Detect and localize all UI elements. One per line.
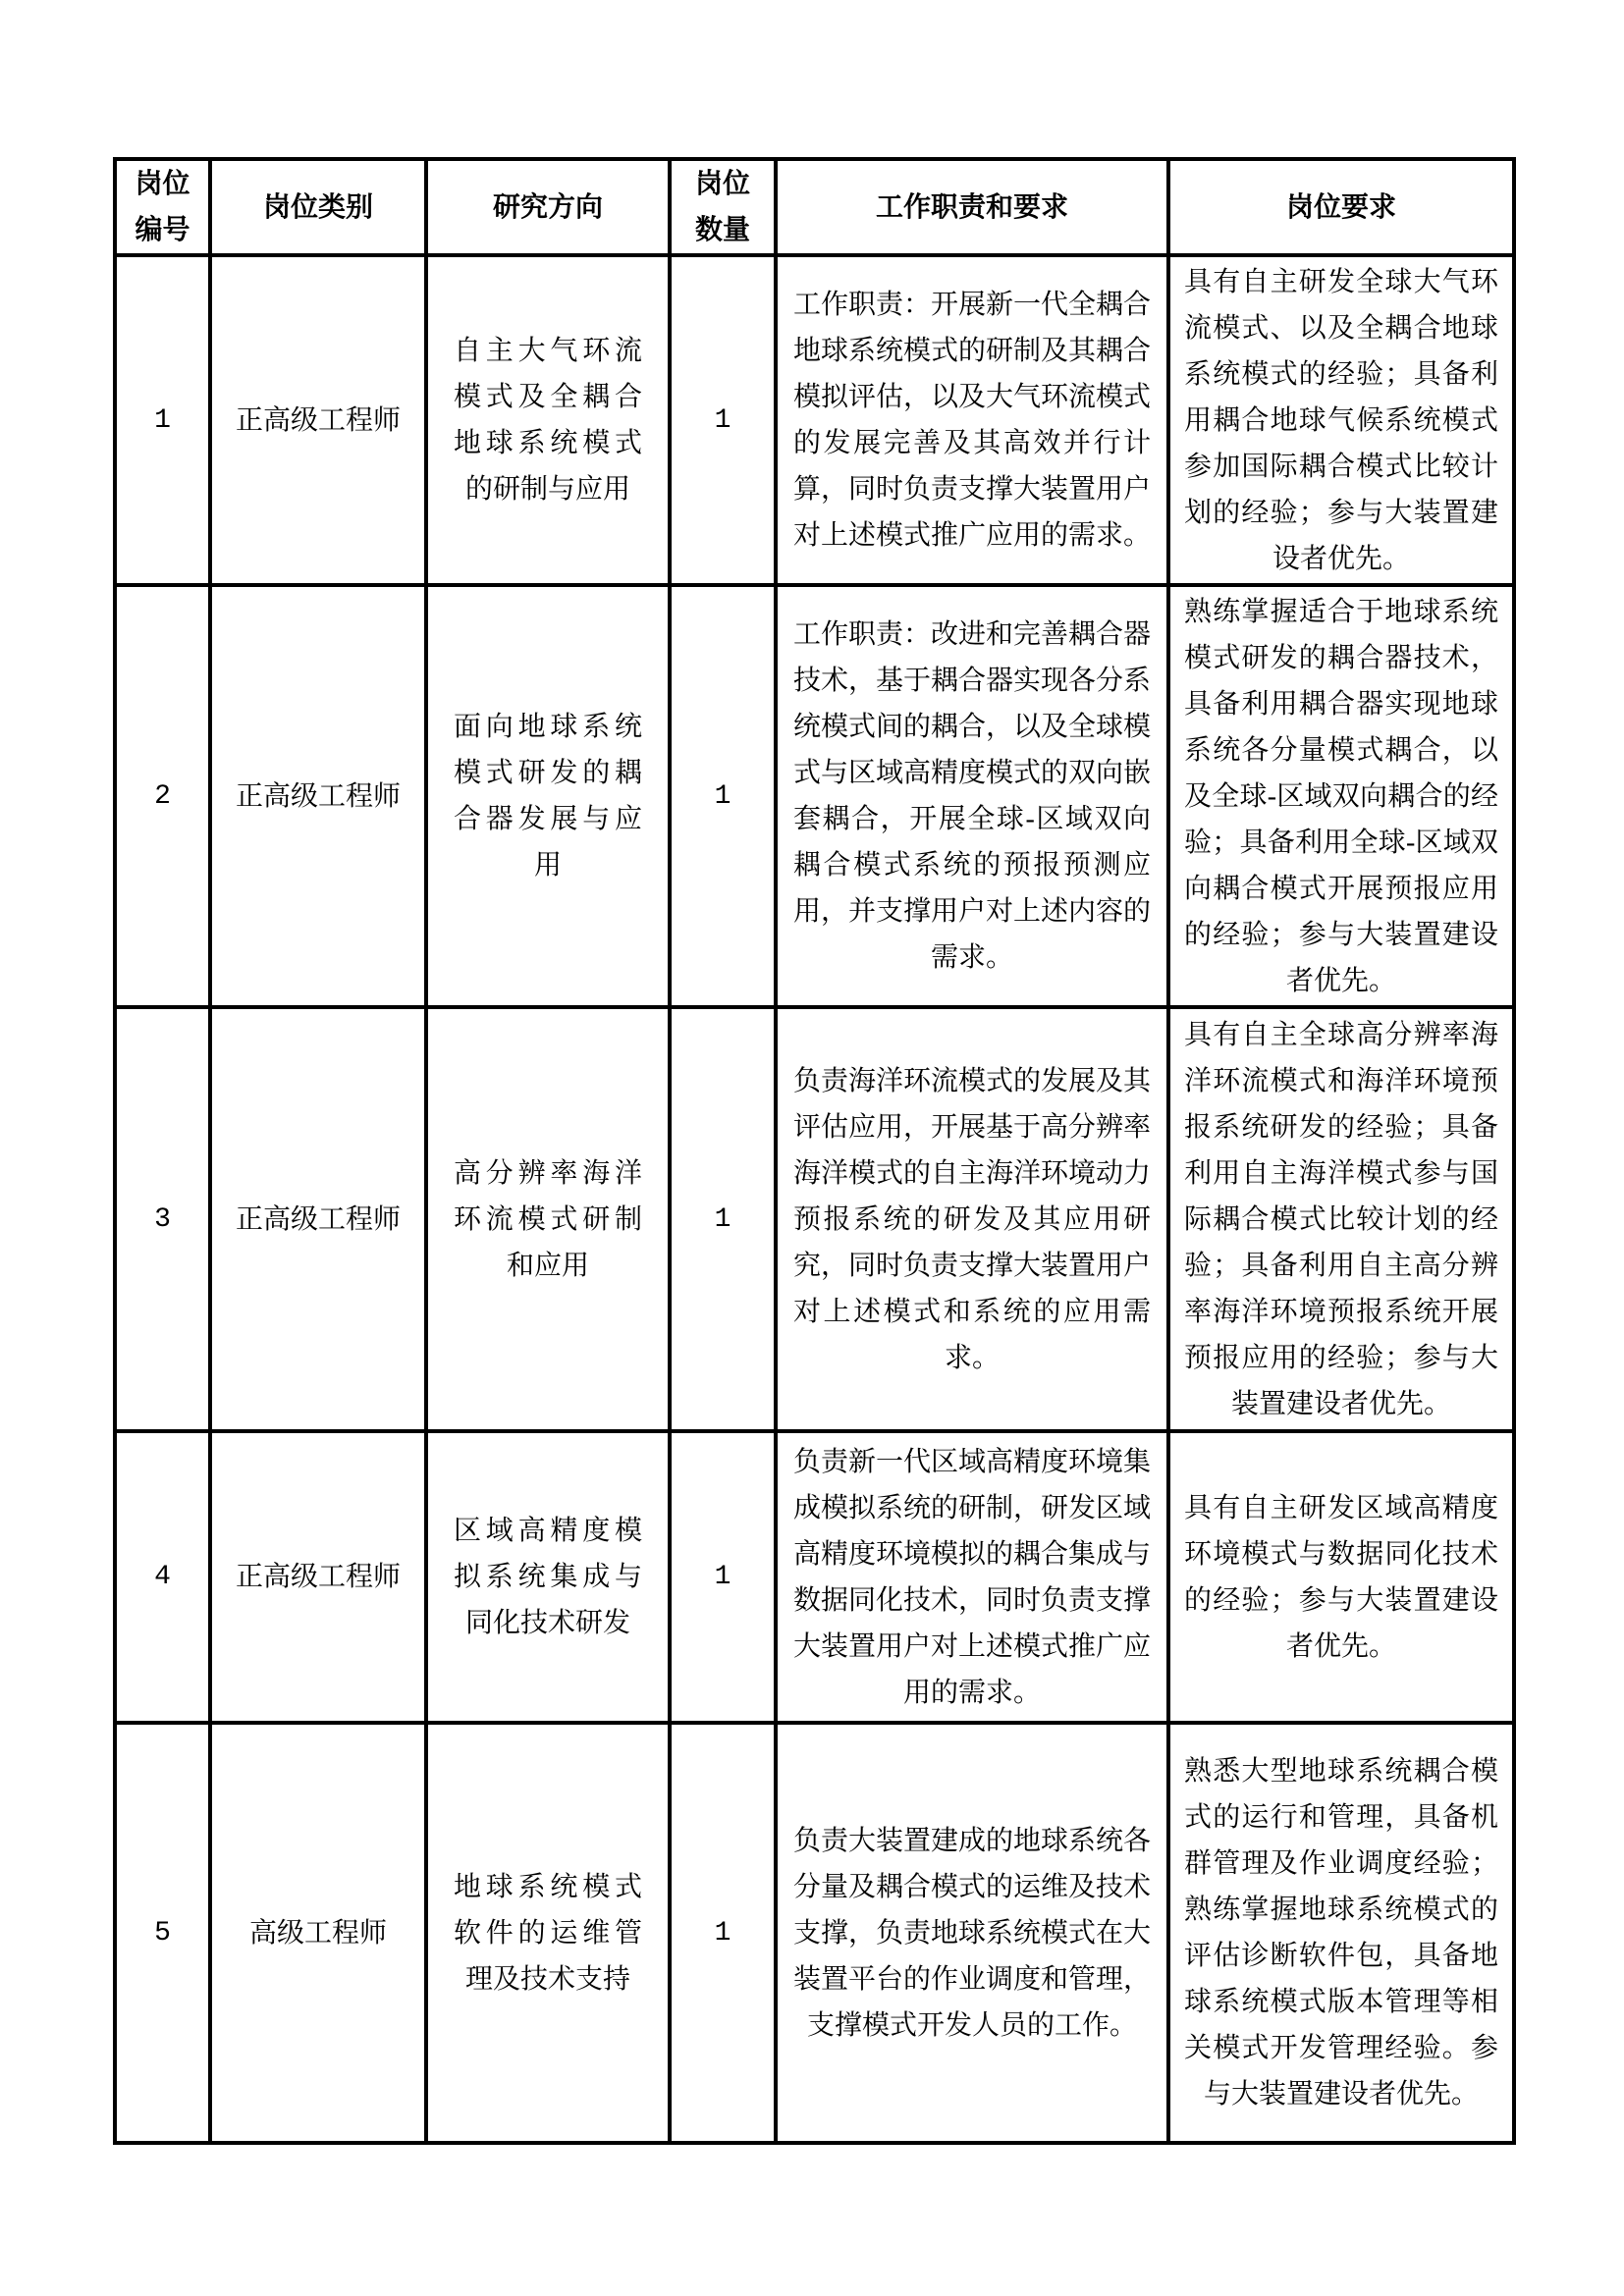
cell-category: 正高级工程师: [210, 1431, 426, 1723]
cell-direction: 地球系统模式软件的运维管理及技术支持: [426, 1723, 670, 2143]
cell-duties: 负责新一代区域高精度环境集成模拟系统的研制，研发区域高精度环境模拟的耦合集成与数据同化技术，同时负责支撑大装置用户对上述模式推广应用的需求。: [776, 1431, 1168, 1723]
cell-category: 正高级工程师: [210, 1007, 426, 1431]
cell-duties: 负责海洋环流模式的发展及其评估应用，开展基于高分辨率海洋模式的自主海洋环境动力预报系统的研发及其应用研究，同时负责支撑大装置用户对上述模式和系统的应用需求。: [776, 1007, 1168, 1431]
cell-duties: 工作职责：改进和完善耦合器技术，基于耦合器实现各分系统模式间的耦合，以及全球模式与区域高精度模式的双向嵌套耦合，开展全球-区域双向耦合模式系统的预报预测应用，并支撑用户对上述内容的需求。: [776, 585, 1168, 1007]
header-requirements: 岗位要求: [1168, 159, 1514, 255]
cell-id: 3: [115, 1007, 210, 1431]
cell-count: 1: [670, 1431, 776, 1723]
cell-direction: 自主大气环流模式及全耦合地球系统模式的研制与应用: [426, 255, 670, 585]
header-duties: 工作职责和要求: [776, 159, 1168, 255]
positions-table: [113, 157, 1516, 2145]
cell-count: 1: [670, 1007, 776, 1431]
cell-id: 4: [115, 1431, 210, 1723]
header-category: 岗位类别: [210, 159, 426, 255]
cell-category: 正高级工程师: [210, 585, 426, 1007]
cell-direction: 区域高精度模拟系统集成与同化技术研发: [426, 1431, 670, 1723]
header-position-id: 岗位编号: [115, 159, 210, 255]
cell-direction: 高分辨率海洋环流模式研制和应用: [426, 1007, 670, 1431]
table-row: [115, 255, 1514, 585]
cell-category: 高级工程师: [210, 1723, 426, 2143]
table-row: [115, 1431, 1514, 1723]
cell-count: 1: [670, 585, 776, 1007]
table-row: [115, 1007, 1514, 1431]
cell-count: 1: [670, 255, 776, 585]
cell-count: 1: [670, 1723, 776, 2143]
cell-duties: 工作职责：开展新一代全耦合地球系统模式的研制及其耦合模拟评估，以及大气环流模式的发展完善及其高效并行计算，同时负责支撑大装置用户对上述模式推广应用的需求。: [776, 255, 1168, 585]
cell-id: 1: [115, 255, 210, 585]
cell-id: 2: [115, 585, 210, 1007]
table-header-row: [115, 159, 1514, 255]
header-direction: 研究方向: [426, 159, 670, 255]
cell-direction: 面向地球系统模式研发的耦合器发展与应用: [426, 585, 670, 1007]
cell-category: 正高级工程师: [210, 255, 426, 585]
cell-requirements: 熟悉大型地球系统耦合模式的运行和管理，具备机群管理及作业调度经验；熟练掌握地球系统模式的评估诊断软件包，具备地球系统模式版本管理等相关模式开发管理经验。参与大装置建设者优先。: [1168, 1723, 1514, 2143]
cell-requirements: 具有自主研发全球大气环流模式、以及全耦合地球系统模式的经验；具备利用耦合地球气候系统模式参加国际耦合模式比较计划的经验；参与大装置建设者优先。: [1168, 255, 1514, 585]
cell-duties: 负责大装置建成的地球系统各分量及耦合模式的运维及技术支撑，负责地球系统模式在大装置平台的作业调度和管理，支撑模式开发人员的工作。: [776, 1723, 1168, 2143]
cell-requirements: 具有自主研发区域高精度环境模式与数据同化技术的经验；参与大装置建设者优先。: [1168, 1431, 1514, 1723]
cell-requirements: 具有自主全球高分辨率海洋环流模式和海洋环境预报系统研发的经验；具备利用自主海洋模式参与国际耦合模式比较计划的经验；具备利用自主高分辨率海洋环境预报系统开展预报应用的经验；参与大装置建设者优先。: [1168, 1007, 1514, 1431]
header-count: 岗位数量: [670, 159, 776, 255]
table-row: [115, 585, 1514, 1007]
cell-id: 5: [115, 1723, 210, 2143]
cell-requirements: 熟练掌握适合于地球系统模式研发的耦合器技术，具备利用耦合器实现地球系统各分量模式耦合，以及全球-区域双向耦合的经验；具备利用全球-区域双向耦合模式开展预报应用的经验；参与大装置建设者优先。: [1168, 585, 1514, 1007]
table-row: [115, 1723, 1514, 2143]
